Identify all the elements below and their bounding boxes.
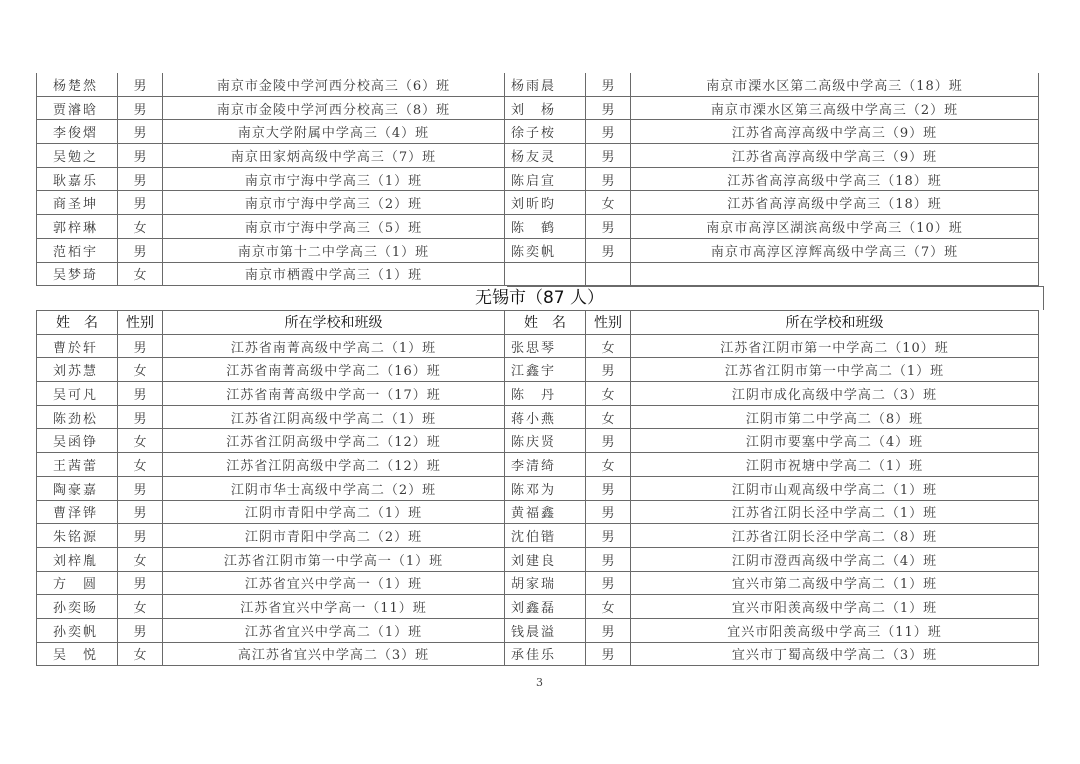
student-gender: 女 (118, 595, 163, 619)
student-name: 刘鑫磊 (505, 595, 586, 619)
student-gender: 女 (118, 642, 163, 666)
table-row (37, 429, 1039, 453)
table-row (37, 405, 1039, 429)
student-name: 商圣坤 (37, 191, 118, 215)
student-school: 高江苏省宜兴中学高二（3）班 (163, 642, 505, 666)
student-school: 南京市金陵中学河西分校高三（6）班 (163, 73, 505, 96)
table-row (37, 382, 1039, 406)
student-name: 吴可凡 (37, 382, 118, 406)
student-name: 蒋小燕 (505, 405, 586, 429)
student-school: 江苏省江阴高级中学高二（12）班 (163, 429, 505, 453)
student-school: 江苏省江阴市第一中学高二（10）班 (631, 334, 1039, 358)
student-school: 南京市第十二中学高三（1）班 (163, 238, 505, 262)
student-name: 范栢宇 (37, 238, 118, 262)
student-gender: 男 (118, 96, 163, 120)
student-school: 江阴市要塞中学高二（4）班 (631, 429, 1039, 453)
student-gender: 男 (586, 167, 631, 191)
student-school: 江苏省高淳高级中学高三（18）班 (631, 191, 1039, 215)
student-school: 南京大学附属中学高三（4）班 (163, 120, 505, 144)
student-gender: 男 (586, 358, 631, 382)
student-name: 刘昕昀 (505, 191, 586, 215)
student-school: 宜兴市丁蜀高级中学高二（3）班 (631, 642, 1039, 666)
student-gender: 女 (586, 453, 631, 477)
table-row (37, 262, 1039, 286)
student-school: 江阴市山观高级中学高二（1）班 (631, 476, 1039, 500)
student-gender: 男 (586, 524, 631, 548)
city-section-title: 无锡市（87 人） (474, 288, 605, 308)
student-gender: 女 (586, 595, 631, 619)
student-name: 吴函铮 (37, 429, 118, 453)
student-gender: 男 (118, 238, 163, 262)
student-name: 陈 丹 (505, 382, 586, 406)
column-header-name: 姓 名 (505, 311, 586, 335)
student-name (505, 262, 586, 286)
student-gender: 男 (118, 120, 163, 144)
student-school: 江阴市成化高级中学高二（3）班 (631, 382, 1039, 406)
city-section-title-row (36, 286, 1044, 310)
student-name: 陈启宣 (505, 167, 586, 191)
student-school: 江苏省江阴高级中学高二（1）班 (163, 405, 505, 429)
student-name: 杨楚然 (37, 73, 118, 96)
student-name: 胡家瑞 (505, 571, 586, 595)
column-header-school: 所在学校和班级 (163, 311, 505, 335)
student-name: 方 圆 (37, 571, 118, 595)
student-name: 李俊熠 (37, 120, 118, 144)
table-row (37, 238, 1039, 262)
student-gender: 男 (586, 238, 631, 262)
student-gender: 男 (118, 191, 163, 215)
student-gender: 男 (586, 476, 631, 500)
student-school: 宜兴市阳羡高级中学高二（1）班 (631, 595, 1039, 619)
table-header-row (37, 311, 1039, 335)
student-gender: 男 (586, 571, 631, 595)
student-name: 吴 悦 (37, 642, 118, 666)
column-header-school: 所在学校和班级 (631, 311, 1039, 335)
student-name: 孙奕帆 (37, 618, 118, 642)
student-name: 陶豪嘉 (37, 476, 118, 500)
student-school: 江苏省江阴市第一中学高一（1）班 (163, 547, 505, 571)
column-header-gender: 性别 (118, 311, 163, 335)
student-gender: 女 (586, 191, 631, 215)
student-gender: 男 (586, 618, 631, 642)
student-name: 陈庆贤 (505, 429, 586, 453)
table-row (37, 73, 1039, 96)
student-gender: 男 (118, 405, 163, 429)
student-name: 刘苏慧 (37, 358, 118, 382)
student-name: 陈 鹤 (505, 215, 586, 239)
student-name: 贾濬晗 (37, 96, 118, 120)
student-name: 黄福鑫 (505, 500, 586, 524)
student-name: 孙奕旸 (37, 595, 118, 619)
student-name: 朱铭源 (37, 524, 118, 548)
wuxi-roster-table (36, 310, 1039, 666)
student-name: 王茜蕾 (37, 453, 118, 477)
student-gender: 男 (586, 73, 631, 96)
student-name: 承佳乐 (505, 642, 586, 666)
student-gender: 男 (586, 429, 631, 453)
student-name: 曹於轩 (37, 334, 118, 358)
student-name: 徐子桉 (505, 120, 586, 144)
student-school: 南京市高淳区湖滨高级中学高三（10）班 (631, 215, 1039, 239)
student-gender: 男 (118, 618, 163, 642)
student-school: 江苏省江阴长泾中学高二（1）班 (631, 500, 1039, 524)
student-school (631, 262, 1039, 286)
student-gender: 女 (586, 405, 631, 429)
table-row (37, 334, 1039, 358)
student-school: 南京市溧水区第二高级中学高三（18）班 (631, 73, 1039, 96)
student-gender: 女 (586, 334, 631, 358)
table-row (37, 595, 1039, 619)
student-name: 耿嘉乐 (37, 167, 118, 191)
student-name: 江鑫宇 (505, 358, 586, 382)
student-gender: 女 (118, 262, 163, 286)
student-school: 江苏省南菁高级中学高二（1）班 (163, 334, 505, 358)
student-name: 张思琴 (505, 334, 586, 358)
student-gender: 男 (118, 167, 163, 191)
table-row (37, 524, 1039, 548)
student-gender: 男 (118, 144, 163, 168)
page-number: 3 (536, 676, 543, 689)
student-school: 江苏省高淳高级中学高三（9）班 (631, 144, 1039, 168)
student-name: 杨雨晨 (505, 73, 586, 96)
student-gender: 男 (118, 382, 163, 406)
student-gender: 女 (118, 358, 163, 382)
student-name: 钱晨溢 (505, 618, 586, 642)
student-gender: 男 (118, 476, 163, 500)
student-name: 杨友灵 (505, 144, 586, 168)
student-school: 江阴市华士高级中学高二（2）班 (163, 476, 505, 500)
student-school: 宜兴市阳羡高级中学高三（11）班 (631, 618, 1039, 642)
student-school: 南京市宁海中学高三（1）班 (163, 167, 505, 191)
student-school: 南京市金陵中学河西分校高三（8）班 (163, 96, 505, 120)
student-school: 南京市栖霞中学高三（1）班 (163, 262, 505, 286)
student-gender: 女 (118, 453, 163, 477)
table-row (37, 500, 1039, 524)
student-name: 吴梦琦 (37, 262, 118, 286)
student-school: 江阴市澄西高级中学高二（4）班 (631, 547, 1039, 571)
student-gender: 男 (586, 120, 631, 144)
student-name: 沈伯锴 (505, 524, 586, 548)
student-school: 江苏省南菁高级中学高一（17）班 (163, 382, 505, 406)
student-school: 宜兴市第二高级中学高二（1）班 (631, 571, 1039, 595)
student-gender: 男 (118, 334, 163, 358)
student-school: 江苏省高淳高级中学高三（9）班 (631, 120, 1039, 144)
student-name: 郭梓琳 (37, 215, 118, 239)
table-row (37, 642, 1039, 666)
table-row (37, 215, 1039, 239)
student-name: 吴勉之 (37, 144, 118, 168)
student-school: 江苏省南菁高级中学高二（16）班 (163, 358, 505, 382)
column-header-name: 姓 名 (37, 311, 118, 335)
student-school: 江苏省江阴长泾中学高二（8）班 (631, 524, 1039, 548)
student-school: 江苏省江阴高级中学高二（12）班 (163, 453, 505, 477)
student-name: 陈劲松 (37, 405, 118, 429)
student-school: 江阴市青阳中学高二（2）班 (163, 524, 505, 548)
student-gender: 男 (118, 73, 163, 96)
student-gender: 男 (118, 500, 163, 524)
table-row (37, 144, 1039, 168)
table-row (37, 167, 1039, 191)
student-school: 江阴市第二中学高二（8）班 (631, 405, 1039, 429)
student-gender (586, 262, 631, 286)
student-name: 陈邓为 (505, 476, 586, 500)
nanjing-roster-table-continued (36, 73, 1039, 286)
student-school: 江阴市祝塘中学高二（1）班 (631, 453, 1039, 477)
student-school: 南京市宁海中学高三（5）班 (163, 215, 505, 239)
student-school: 南京市高淳区淳辉高级中学高三（7）班 (631, 238, 1039, 262)
student-name: 李清绮 (505, 453, 586, 477)
student-gender: 男 (586, 547, 631, 571)
student-gender: 男 (586, 500, 631, 524)
table-row (37, 358, 1039, 382)
column-header-gender: 性别 (586, 311, 631, 335)
student-school: 江苏省宜兴中学高一（11）班 (163, 595, 505, 619)
student-gender: 男 (118, 571, 163, 595)
student-name: 陈奕帆 (505, 238, 586, 262)
student-school: 南京市宁海中学高三（2）班 (163, 191, 505, 215)
student-school: 江苏省高淳高级中学高三（18）班 (631, 167, 1039, 191)
student-gender: 男 (586, 642, 631, 666)
table-row (37, 547, 1039, 571)
table-row (37, 453, 1039, 477)
student-gender: 女 (118, 547, 163, 571)
table-row (37, 191, 1039, 215)
student-gender: 男 (118, 524, 163, 548)
table-row (37, 476, 1039, 500)
table-row (37, 96, 1039, 120)
student-gender: 女 (118, 429, 163, 453)
student-gender: 女 (118, 215, 163, 239)
student-gender: 男 (586, 96, 631, 120)
student-name: 刘梓胤 (37, 547, 118, 571)
student-school: 江阴市青阳中学高二（1）班 (163, 500, 505, 524)
student-school: 江苏省宜兴中学高二（1）班 (163, 618, 505, 642)
student-gender: 男 (586, 144, 631, 168)
student-school: 南京市溧水区第三高级中学高三（2）班 (631, 96, 1039, 120)
student-school: 南京田家炳高级中学高三（7）班 (163, 144, 505, 168)
table-row (37, 571, 1039, 595)
student-school: 江苏省宜兴中学高一（1）班 (163, 571, 505, 595)
student-gender: 女 (586, 382, 631, 406)
student-gender: 男 (586, 215, 631, 239)
table-row (37, 618, 1039, 642)
student-name: 刘建良 (505, 547, 586, 571)
student-name: 刘 杨 (505, 96, 586, 120)
table-row (37, 120, 1039, 144)
student-name: 曹泽铧 (37, 500, 118, 524)
student-school: 江苏省江阴市第一中学高二（1）班 (631, 358, 1039, 382)
